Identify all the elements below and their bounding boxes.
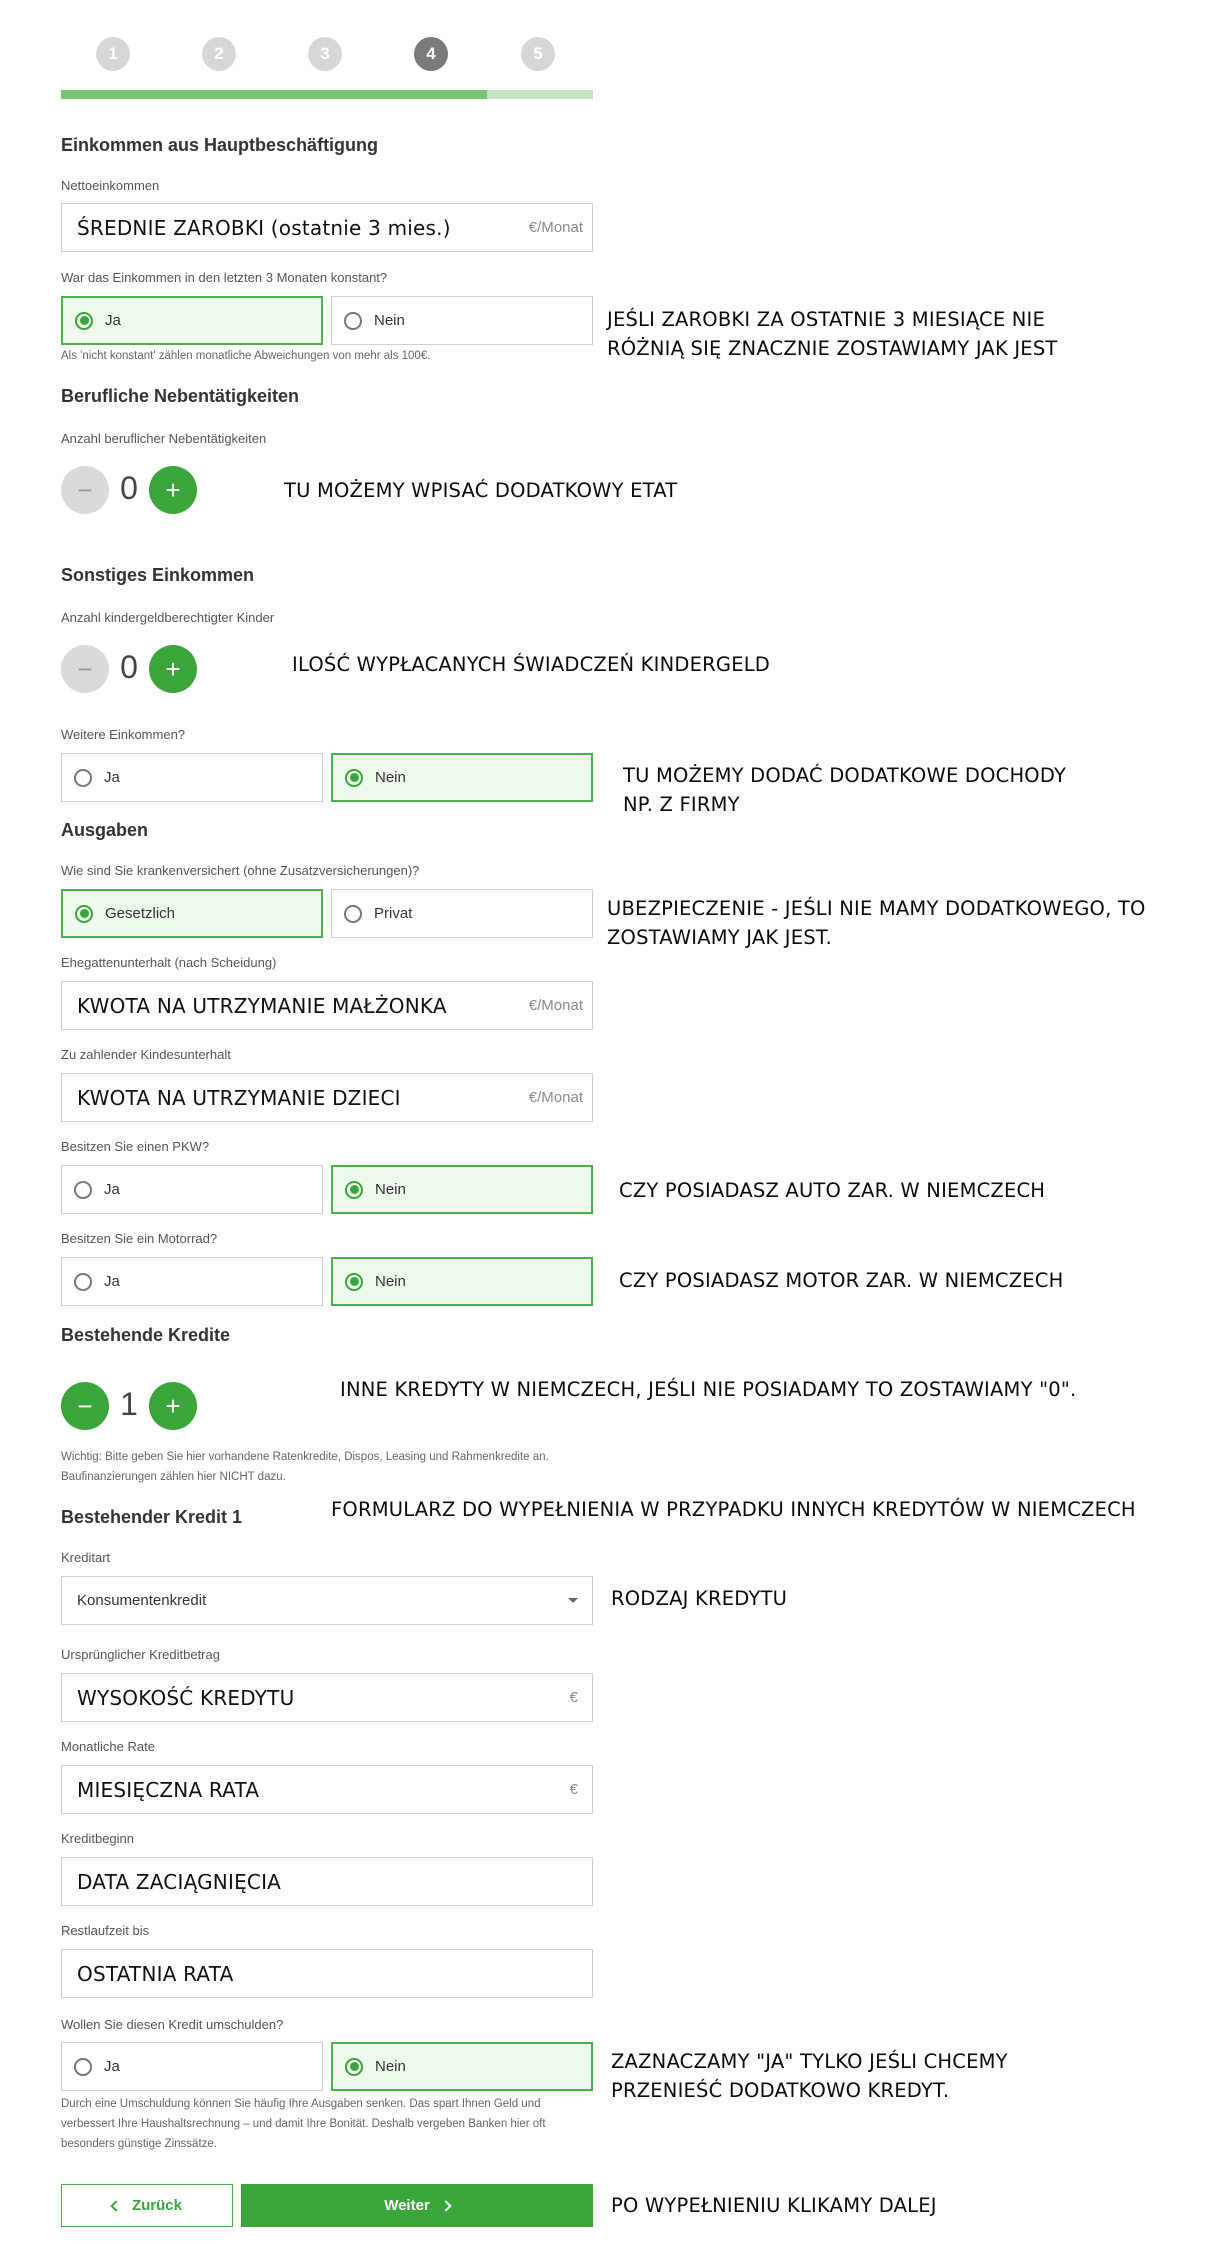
back-button-label: Zurück bbox=[131, 2197, 182, 2214]
car-yes-radio[interactable] bbox=[61, 1165, 323, 1214]
radio-dot-icon bbox=[74, 2058, 92, 2076]
credit-type-label: Kreditart bbox=[61, 1550, 111, 1565]
radio-dot-icon bbox=[345, 2058, 363, 2076]
radio-dot-icon bbox=[344, 905, 362, 923]
constant-yes-radio[interactable] bbox=[61, 296, 323, 345]
constant-no-label: Nein bbox=[374, 312, 405, 329]
insurance-public-label: Gesetzlich bbox=[105, 905, 176, 922]
step-3: 3 bbox=[308, 37, 342, 71]
side-jobs-count: 0 bbox=[120, 470, 138, 506]
side-jobs-plus-button[interactable]: + bbox=[149, 466, 197, 514]
credit-start-label: Kreditbeginn bbox=[61, 1831, 134, 1846]
back-button[interactable] bbox=[61, 2184, 233, 2227]
annotation-insurance-line-2: ZOSTAWIAMY JAK JEST. bbox=[607, 926, 833, 949]
progress-bar-fill bbox=[61, 90, 487, 99]
net-income-value: ŚREDNIE ZAROBKI (ostatnie 3 mies.) bbox=[77, 215, 451, 240]
step-4: 4 bbox=[414, 37, 448, 71]
moto-yes-label: Ja bbox=[104, 1273, 120, 1290]
credit1-title: Bestehender Kredit 1 bbox=[61, 1507, 243, 1527]
child-support-label: Zu zahlender Kindesunterhalt bbox=[61, 1047, 231, 1062]
annotation-kindergeld: ILOŚĆ WYPŁACANYCH ŚWIADCZEŃ KINDERGELD bbox=[292, 653, 770, 676]
car-no-radio[interactable] bbox=[331, 1165, 593, 1214]
credits-title: Bestehende Kredite bbox=[61, 1325, 231, 1345]
annotation-constant bbox=[607, 305, 1058, 363]
car-yes-label: Ja bbox=[104, 1181, 120, 1198]
constant-hint: Als 'nicht konstant' zählen monatliche Abweichungen von mehr als 100€. bbox=[61, 350, 431, 362]
children-count-label: Anzahl kindergeldberechtigter Kinder bbox=[61, 610, 275, 625]
next-button-label: Weiter bbox=[384, 2197, 430, 2214]
children-plus-button[interactable]: + bbox=[149, 645, 197, 693]
chevron-down-icon bbox=[568, 1598, 578, 1603]
insurance-question: Wie sind Sie krankenversichert (ohne Zusatzversicherungen)? bbox=[61, 863, 420, 878]
annotation-refinance-line-1: ZAZNACZAMY "JA" TYLKO JEŚLI CHCEMY bbox=[611, 2050, 1008, 2073]
monthly-rate-label: Monatliche Rate bbox=[61, 1739, 155, 1754]
annotation-credit-form: FORMULARZ DO WYPEŁNIENIA W PRZYPADKU INNYCH KREDYTÓW W NIEMCZECH bbox=[331, 1498, 1136, 1521]
credit-type-select[interactable] bbox=[61, 1576, 593, 1625]
annotation-constant-line-2: RÓŻNIĄ SIĘ ZNACZNIE ZOSTAWIAMY JAK JEST bbox=[607, 337, 1058, 360]
more-income-no-label: Nein bbox=[375, 769, 406, 786]
radio-dot-icon bbox=[345, 769, 363, 787]
more-income-yes-radio[interactable] bbox=[61, 753, 323, 802]
step-2: 2 bbox=[202, 37, 236, 71]
children-count: 0 bbox=[120, 649, 138, 685]
annotation-insurance bbox=[607, 894, 1146, 952]
radio-dot-icon bbox=[345, 1273, 363, 1291]
spousal-support-field[interactable] bbox=[61, 981, 593, 1030]
credit-end-value: OSTATNIA RATA bbox=[77, 1961, 234, 1986]
car-no-label: Nein bbox=[375, 1181, 406, 1198]
credits-minus-button[interactable]: − bbox=[61, 1382, 109, 1430]
step-1: 1 bbox=[96, 37, 130, 71]
monthly-rate-field[interactable] bbox=[61, 1765, 593, 1814]
spousal-support-label: Ehegattenunterhalt (nach Scheidung) bbox=[61, 955, 277, 970]
credits-count: 1 bbox=[120, 1386, 138, 1422]
radio-dot-icon bbox=[344, 312, 362, 330]
monthly-rate-value: MIESIĘCZNA RATA bbox=[77, 1777, 260, 1802]
monthly-rate-unit: € bbox=[569, 1781, 578, 1798]
other-income-title: Sonstiges Einkommen bbox=[61, 565, 255, 585]
refinance-question: Wollen Sie diesen Kredit umschulden? bbox=[61, 2017, 284, 2032]
moto-no-radio[interactable] bbox=[331, 1257, 593, 1306]
annotation-insurance-line-1: UBEZPIECZENIE - JEŚLI NIE MAMY DODATKOWEGO, TO bbox=[607, 897, 1146, 920]
side-jobs-count-label: Anzahl beruflicher Nebentätigkeiten bbox=[61, 431, 267, 446]
child-support-field[interactable] bbox=[61, 1073, 593, 1122]
radio-dot-icon bbox=[74, 1273, 92, 1291]
annotation-side-job: TU MOŻEMY WPISAĆ DODATKOWY ETAT bbox=[284, 479, 678, 502]
side-jobs-title: Berufliche Nebentätigkeiten bbox=[61, 386, 300, 406]
spousal-support-value: KWOTA NA UTRZYMANIE MAŁŻONKA bbox=[77, 993, 447, 1018]
moto-yes-radio[interactable] bbox=[61, 1257, 323, 1306]
net-income-field[interactable] bbox=[61, 203, 593, 252]
annotation-more-income bbox=[623, 761, 1066, 819]
constant-question: War das Einkommen in den letzten 3 Monaten konstant? bbox=[61, 270, 388, 285]
credit-amount-unit: € bbox=[569, 1689, 578, 1706]
main-income-title: Einkommen aus Hauptbeschäftigung bbox=[61, 135, 379, 155]
annotation-more-income-line-2: NP. Z FIRMY bbox=[623, 793, 740, 816]
credit-type-value: Konsumentenkredit bbox=[77, 1592, 207, 1609]
credit-end-label: Restlaufzeit bis bbox=[61, 1923, 150, 1938]
annotation-refinance-line-2: PRZENIEŚĆ DODATKOWO KREDYT. bbox=[611, 2079, 950, 2102]
chevron-right-icon bbox=[440, 2200, 451, 2211]
side-jobs-minus-button[interactable]: − bbox=[61, 466, 109, 514]
credits-plus-button[interactable]: + bbox=[149, 1382, 197, 1430]
chevron-left-icon bbox=[110, 2200, 121, 2211]
insurance-private-radio[interactable] bbox=[331, 889, 593, 938]
annotation-refinance bbox=[611, 2047, 1008, 2105]
annotation-constant-line-1: JEŚLI ZAROBKI ZA OSTATNIE 3 MIESIĄCE NIE bbox=[607, 308, 1046, 331]
annotation-credits: INNE KREDYTY W NIEMCZECH, JEŚLI NIE POSIADAMY TO ZOSTAWIAMY "0". bbox=[340, 1378, 1077, 1401]
expenses-title: Ausgaben bbox=[61, 820, 149, 840]
net-income-unit: €/Monat bbox=[528, 219, 583, 236]
annotation-next: PO WYPEŁNIENIU KLIKAMY DALEJ bbox=[611, 2194, 937, 2217]
radio-dot-icon bbox=[74, 769, 92, 787]
credit-amount-value: WYSOKOŚĆ KREDYTU bbox=[77, 1685, 295, 1710]
radio-dot-icon bbox=[345, 1181, 363, 1199]
refinance-yes-radio[interactable] bbox=[61, 2042, 323, 2091]
annotation-moto: CZY POSIADASZ MOTOR ZAR. W NIEMCZECH bbox=[619, 1269, 1064, 1292]
step-5: 5 bbox=[521, 37, 555, 71]
child-support-value: KWOTA NA UTRZYMANIE DZIECI bbox=[77, 1085, 401, 1110]
radio-dot-icon bbox=[75, 312, 93, 330]
moto-question: Besitzen Sie ein Motorrad? bbox=[61, 1231, 218, 1246]
credit-amount-label: Ursprünglicher Kreditbetrag bbox=[61, 1647, 220, 1662]
insurance-public-radio[interactable] bbox=[61, 889, 323, 938]
more-income-question: Weitere Einkommen? bbox=[61, 727, 186, 742]
refinance-hint: Durch eine Umschuldung können Sie häufig Ihre Ausgaben senken. Das spart Ihnen Geld und verbessert Ihre Haushaltsrechnung – und damit Ihre Bonität. Deshalb vergeben Banken hier oft besonders günstige Zinssätze. bbox=[61, 2098, 546, 2150]
credit-end-field[interactable] bbox=[61, 1949, 593, 1998]
annotation-credit-type: RODZAJ KREDYTU bbox=[611, 1587, 788, 1610]
car-question: Besitzen Sie einen PKW? bbox=[61, 1139, 210, 1154]
credits-hint: Wichtig: Bitte geben Sie hier vorhandene Ratenkredite, Dispos, Leasing und Rahmenkredite an. Baufinanzierungen zählen hier NICHT dazu. bbox=[61, 1451, 549, 1483]
child-support-unit: €/Monat bbox=[528, 1089, 583, 1106]
credit-start-value: DATA ZACIĄGNIĘCIA bbox=[77, 1869, 282, 1894]
next-button[interactable] bbox=[241, 2184, 593, 2227]
radio-dot-icon bbox=[74, 1181, 92, 1199]
annotation-car: CZY POSIADASZ AUTO ZAR. W NIEMCZECH bbox=[619, 1179, 1046, 1202]
radio-dot-icon bbox=[75, 905, 93, 923]
credit-amount-field[interactable] bbox=[61, 1673, 593, 1722]
credit-start-field[interactable] bbox=[61, 1857, 593, 1906]
spousal-support-unit: €/Monat bbox=[528, 997, 583, 1014]
moto-no-label: Nein bbox=[375, 1273, 406, 1290]
net-income-label: Nettoeinkommen bbox=[61, 178, 160, 193]
more-income-no-radio[interactable] bbox=[331, 753, 593, 802]
refinance-no-label: Nein bbox=[375, 2058, 406, 2075]
annotation-more-income-line-1: TU MOŻEMY DODAĆ DODATKOWE DOCHODY bbox=[623, 764, 1067, 787]
insurance-private-label: Privat bbox=[374, 905, 413, 922]
refinance-yes-label: Ja bbox=[104, 2058, 120, 2075]
children-minus-button[interactable]: − bbox=[61, 645, 109, 693]
more-income-yes-label: Ja bbox=[104, 769, 120, 786]
refinance-no-radio[interactable] bbox=[331, 2042, 593, 2091]
constant-yes-label: Ja bbox=[105, 312, 121, 329]
progress-bar bbox=[61, 90, 593, 99]
constant-no-radio[interactable] bbox=[331, 296, 593, 345]
